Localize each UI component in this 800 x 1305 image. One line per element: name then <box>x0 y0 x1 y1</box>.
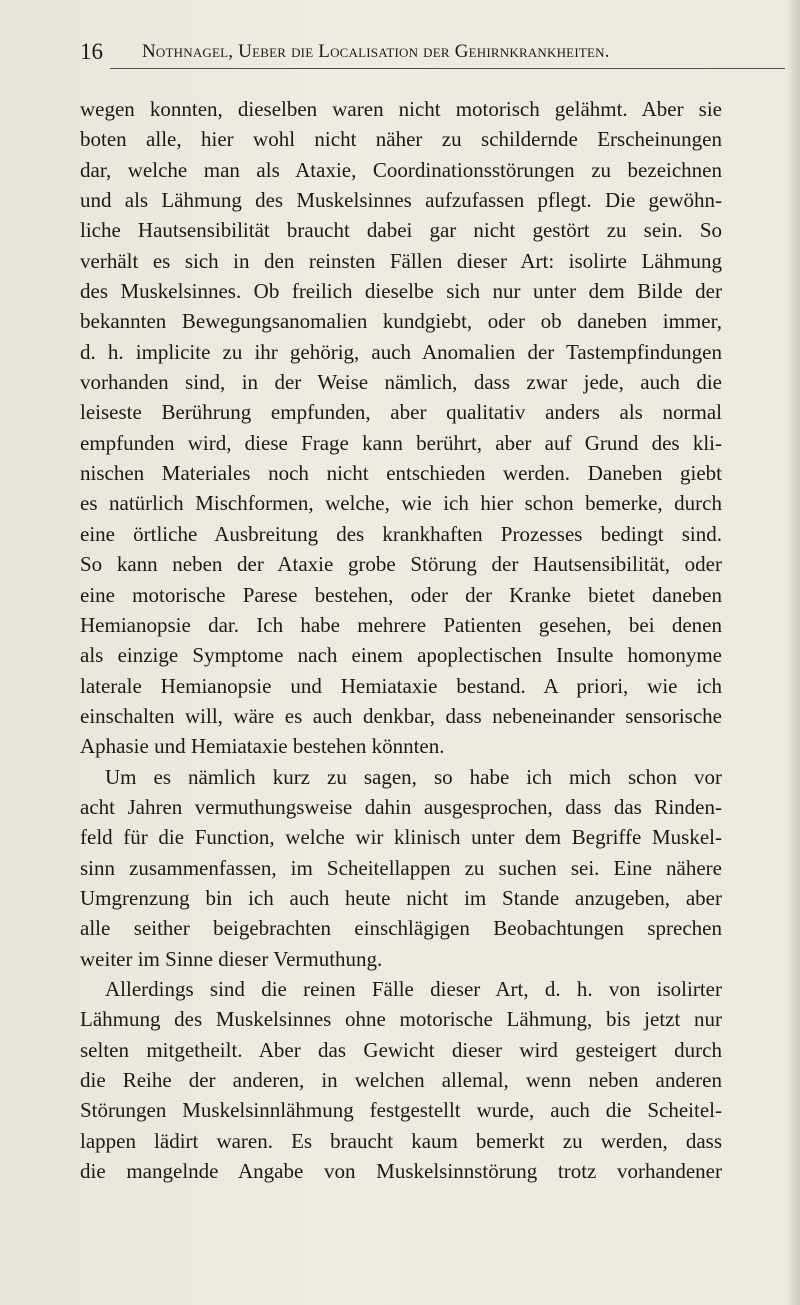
text-line: selten mitgetheilt. Aber das Gewicht dieser wird gesteigert durch <box>80 1037 722 1062</box>
text-line-paragraph-start: Um es nämlich kurz zu sagen, so habe ich mich schon vor <box>105 764 722 789</box>
body-text <box>80 94 722 1186</box>
text-line: empfunden wird, diese Frage kann berührt, aber auf Grund des kli- <box>80 430 722 455</box>
text-line: wegen konnten, dieselben waren nicht motorisch gelähmt. Aber sie <box>80 97 722 121</box>
text-line: Störungen Muskelsinnlähmung festgestellt wurde, auch die Scheitel- <box>80 1098 722 1123</box>
text-line-paragraph-start: Allerdings sind die reinen Fälle dieser Art, d. h. von isolirter <box>105 976 722 1001</box>
text-line: boten alle, hier wohl nicht näher zu schildernde Erscheinungen <box>80 127 722 152</box>
text-line: eine motorische Parese bestehen, oder der Kranke bietet daneben <box>80 582 722 607</box>
text-line: leiseste Berührung empfunden, aber qualitativ anders als normal <box>80 400 722 425</box>
text-line: So kann neben der Ataxie grobe Störung der Hautsensibilität, oder <box>80 552 722 577</box>
text-line: Lähmung des Muskelsinnes ohne motorische Lähmung, bis jetzt nur <box>80 1007 722 1032</box>
text-line: alle seither beigebrachten einschlägigen Beobachtungen sprechen <box>80 916 722 941</box>
page-edge-shadow <box>786 0 800 1305</box>
running-title: Nothnagel, Ueber die Localisation der Gehirnkrankheiten. <box>142 41 610 62</box>
text-line: die Reihe der anderen, in welchen allemal, wenn neben anderen <box>80 1068 722 1092</box>
text-line-paragraph-end: weiter im Sinne dieser Vermuthung. <box>80 946 383 971</box>
text-line: vorhanden sind, in der Weise nämlich, dass zwar jede, auch die <box>80 370 722 395</box>
header-rule <box>110 68 785 69</box>
text-line: dar, welche man als Ataxie, Coordinationsstörungen zu bezeichnen <box>80 157 722 182</box>
text-line: liche Hautsensibilität braucht dabei gar nicht gestört zu sein. So <box>80 218 722 243</box>
text-line: nischen Materiales noch nicht entschieden werden. Daneben giebt <box>80 461 722 486</box>
text-line: des Muskelsinnes. Ob freilich dieselbe sich nur unter dem Bilde der <box>80 279 722 304</box>
running-header <box>80 38 720 70</box>
text-line: es natürlich Mischformen, welche, wie ich hier schon bemerke, durch <box>80 491 722 516</box>
text-line: eine örtliche Ausbreitung des krankhaften Prozesses bedingt sind. <box>80 521 722 546</box>
text-line: feld für die Function, welche wir klinisch unter dem Begriffe Muskel- <box>80 825 722 850</box>
text-line: sinn zusammenfassen, im Scheitellappen zu suchen sei. Eine nähere <box>80 855 722 880</box>
page-number: 16 <box>80 39 103 64</box>
text-line: lappen lädirt waren. Es braucht kaum bemerkt zu werden, dass <box>80 1128 722 1153</box>
text-line: acht Jahren vermuthungsweise dahin ausgesprochen, dass das Rinden- <box>80 794 722 819</box>
text-line: als einzige Symptome nach einem apoplectischen Insulte homonyme <box>80 643 722 668</box>
text-line: Umgrenzung bin ich auch heute nicht im Stande anzugeben, aber <box>80 885 722 910</box>
text-line: und als Lähmung des Muskelsinnes aufzufassen pflegt. Die gewöhn- <box>80 188 722 213</box>
text-line: verhält es sich in den reinsten Fällen dieser Art: isolirte Lähmung <box>80 248 722 273</box>
text-line: bekannten Bewegungsanomalien kundgiebt, oder ob daneben immer, <box>80 309 722 334</box>
text-line: laterale Hemianopsie und Hemiataxie bestand. A priori, wie ich <box>80 673 722 698</box>
text-line: d. h. implicite zu ihr gehörig, auch Anomalien der Tastempfindungen <box>80 339 722 364</box>
text-line: einschalten will, wäre es auch denkbar, dass nebeneinander sensorische <box>80 703 722 728</box>
text-line: Hemianopsie dar. Ich habe mehrere Patienten gesehen, bei denen <box>80 612 722 637</box>
text-line-paragraph-end: Aphasie und Hemiataxie bestehen könnten. <box>80 734 445 759</box>
text-line: die mangelnde Angabe von Muskelsinnstörung trotz vorhandener <box>80 1159 722 1184</box>
